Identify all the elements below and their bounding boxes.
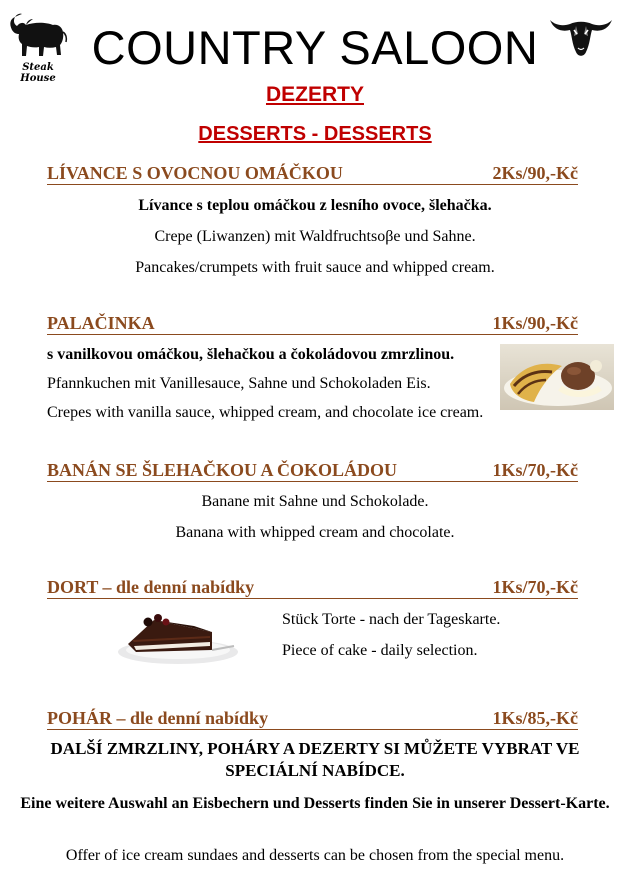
item-price: 2Ks/90,-Kč	[492, 163, 578, 183]
item-price: 1Ks/70,-Kč	[492, 577, 578, 597]
item-name: LÍVANCE S OVOCNOU OMÁČKOU	[47, 163, 343, 183]
item-price: 1Ks/70,-Kč	[492, 460, 578, 480]
cake-photo	[114, 606, 242, 668]
item-desc-en: Pancakes/crumpets with fruit sauce and whipped cream.	[135, 259, 495, 276]
item-name: PALAČINKA	[47, 313, 155, 333]
item-price: 1Ks/90,-Kč	[492, 313, 578, 333]
item-desc-de: Pfannkuchen mit Vanillesauce, Sahne und Schokoladen Eis.	[47, 375, 431, 392]
item-name: DORT – dle denní nabídky	[47, 577, 255, 597]
item-desc-de: Banane mit Sahne und Schokolade.	[201, 493, 429, 510]
page-title: COUNTRY SALOON	[91, 21, 539, 74]
note-de: Eine weitere Auswahl an Eisbechern und Desserts finden Sie in unserer Dessert-Karte.	[20, 795, 610, 812]
item-name: BANÁN SE ŠLEHAČKOU A ČOKOLÁDOU	[47, 460, 398, 480]
menu-item-heading	[47, 576, 578, 599]
subtitle-other: DESSERTS - DESSERTS	[198, 123, 432, 145]
item-desc-en: Banana with whipped cream and chocolate.	[175, 524, 455, 541]
item-desc-en: Crepes with vanilla sauce, whipped cream, and chocolate ice cream.	[47, 404, 484, 421]
item-desc-cz: Lívance s teplou omáčkou z lesního ovoce, šlehačka.	[138, 197, 492, 214]
item-desc-cz: s vanilkovou omáčkou, šlehačkou a čokoládovou zmrzlinou.	[47, 346, 455, 363]
subtitle-cz: DEZERTY	[265, 83, 364, 106]
item-desc-en: Piece of cake - daily selection.	[282, 642, 478, 659]
item-price: 1Ks/85,-Kč	[492, 708, 578, 728]
item-desc-de: Stück Torte - nach der Tageskarte.	[282, 611, 501, 628]
menu-item-heading	[47, 459, 578, 482]
menu-item-heading	[47, 312, 578, 335]
note-cz: DALŠÍ ZMRZLINY, POHÁRY A DEZERTY SI MŮŽETE VYBRAT VE SPECIÁLNÍ NABÍDCE.	[50, 739, 580, 780]
pancake-photo	[500, 344, 614, 410]
menu-item-heading	[47, 162, 578, 185]
item-desc-de: Crepe (Liwanzen) mit Waldfruchtsoβe und Sahne.	[154, 228, 476, 245]
menu-item-heading	[47, 707, 578, 730]
item-name: POHÁR – dle denní nabídky	[47, 708, 269, 728]
note-en: Offer of ice cream sundaes and desserts can be chosen from the special menu.	[65, 847, 565, 864]
logo-caption: Steak House	[20, 62, 56, 84]
